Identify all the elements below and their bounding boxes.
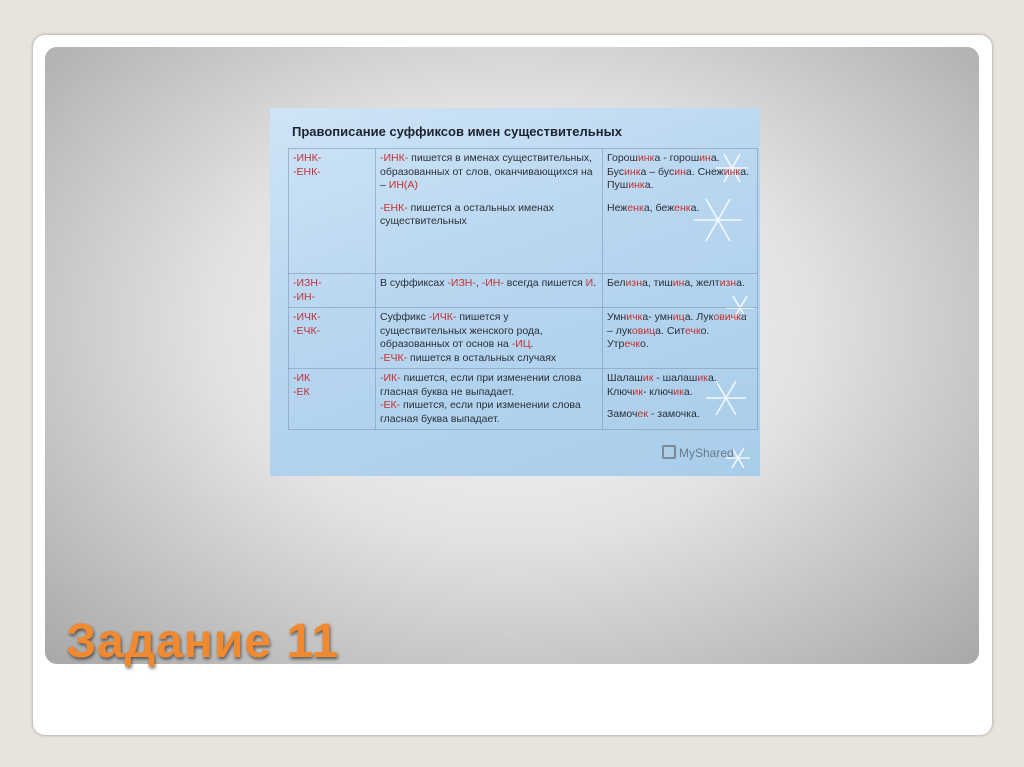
example-cell: Горошинка - горошина. Бусинка – бусина. Снежинка. Пушинка. Неженка, беженка. xyxy=(603,149,758,274)
watermark: MyShared xyxy=(662,445,734,460)
table-row xyxy=(289,149,758,274)
example-cell: Умничка- умница. Луковичка – луковица. Ситечко. Утречко. xyxy=(603,308,758,369)
rule-cell: -ИНК- пишется в именах существительных, образованных от слов, оканчивающихся на – ИН(А) -ЕНК- пишется а остальных именах существительных xyxy=(376,149,603,274)
rule-cell: В суффиксах -ИЗН-, -ИН- всегда пишется И. xyxy=(376,274,603,308)
suffix-rules-table xyxy=(288,148,758,430)
table-row xyxy=(289,274,758,308)
table-heading: Правописание суффиксов имен существительных xyxy=(292,124,622,139)
table-row xyxy=(289,308,758,369)
suffix-cell: -ИЗН- -ИН- xyxy=(289,274,376,308)
suffix-rules-image xyxy=(270,108,760,476)
slide-title: Задание 11 xyxy=(66,615,340,668)
rule-cell: Суффикс -ИЧК- пишется у существительных женского рода, образованных от основ на -ИЦ. -ЕЧК- пишется в остальных случаях xyxy=(376,308,603,369)
suffix-cell: -ИК -ЕК xyxy=(289,369,376,430)
suffix-cell: -ИЧК- -ЕЧК- xyxy=(289,308,376,369)
example-cell: Шалашик - шалашика. Ключик- ключика. Замочек - замочка. xyxy=(603,369,758,430)
myshared-logo-icon xyxy=(662,445,676,459)
table-row xyxy=(289,369,758,430)
suffix-cell: -ИНК- -ЕНК- xyxy=(289,149,376,274)
rule-cell: -ИК- пишется, если при изменении слова гласная буква не выпадает. -ЕК- пишется, если при изменении слова гласная буква выпадает. xyxy=(376,369,603,430)
example-cell: Белизна, тишина, желтизна. xyxy=(603,274,758,308)
